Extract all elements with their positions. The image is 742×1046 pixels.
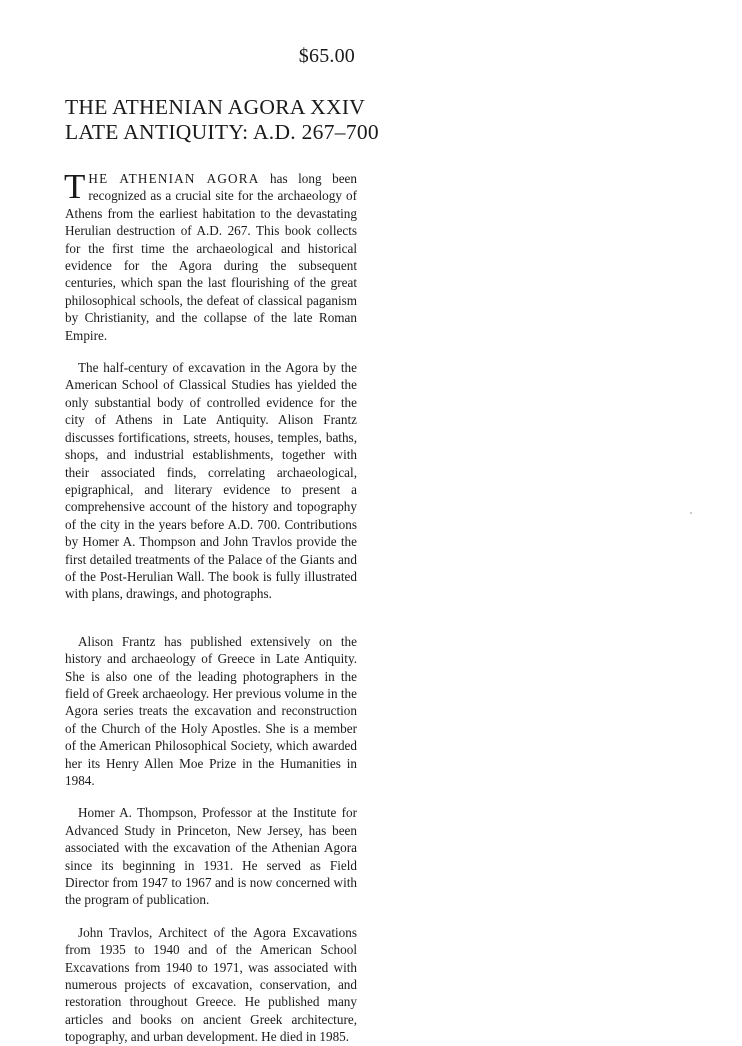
title-line-1: THE ATHENIAN AGORA XXIV xyxy=(65,95,366,119)
book-description xyxy=(64,167,357,1046)
title-line-2: LATE ANTIQUITY: A.D. 267–700 xyxy=(65,120,379,144)
intro-small-caps: HE ATHENIAN AGORA xyxy=(88,171,260,186)
thompson-bio-paragraph: Homer A. Thompson, Professor at the Institute for Advanced Study in Princeton, New Jersey, has been associated with the excavation of the Athenian Agora since its beginning in 1931. He served as Field Director from 1947 to 1967 and is now concerned with the program of publication. xyxy=(65,805,357,908)
scan-speck xyxy=(690,512,692,514)
intro-text: has long been recognized as a crucial site for the archaeology of Athens from the earliest habitation to the devastating Herulian destruction of A.D. 267. This book collects for the first time the archaeological and historical evidence for the Agora during the subsequent centuries, which span the last flourishing of the great philosophical schools, the defeat of classical paganism by Christianity, and the collapse of the late Roman Empire. xyxy=(65,171,357,343)
excavation-paragraph: The half-century of excavation in the Agora by the American School of Classical Studies has yielded the only substantial body of controlled evidence for the city of Athens in Late Antiquity. Alison Frantz discusses fortifications, streets, houses, temples, baths, shops, and industrial establishments, together with their associated finds, correlating archaeological, epigraphical, and literary evidence to present a comprehensive account of the history and topography of the city in the years before A.D. 700. Contributions by Homer A. Thompson and John Travlos provide the first detailed treatments of the Palace of the Giants and of the Post-Herulian Wall. The book is fully illustrated with plans, drawings, and photographs. xyxy=(65,360,357,602)
price-label: $65.00 xyxy=(298,45,355,67)
drop-cap: T xyxy=(64,167,86,206)
book-title xyxy=(65,95,379,145)
frantz-bio-paragraph: Alison Frantz has published extensively on the history and archaeology of Greece in Late Antiquity. She is also one of the leading photographers in the field of Greek archaeology. Her previous volume in the Agora series treats the excavation and reconstruction of the Church of the Holy Apostles. She is a member of the American Philosophical Society, which awarded her its Henry Allen Moe Prize in the Humanities in 1984. xyxy=(65,633,357,788)
travlos-bio-paragraph: John Travlos, Architect of the Agora Excavations from 1935 to 1940 and of the American School Excavations from 1940 to 1971, was associated with numerous projects of excavation, conservation, and restoration throughout Greece. He published many articles and books on ancient Greek architecture, topography, and urban development. He died in 1985. xyxy=(65,924,357,1045)
intro-paragraph xyxy=(64,167,357,344)
